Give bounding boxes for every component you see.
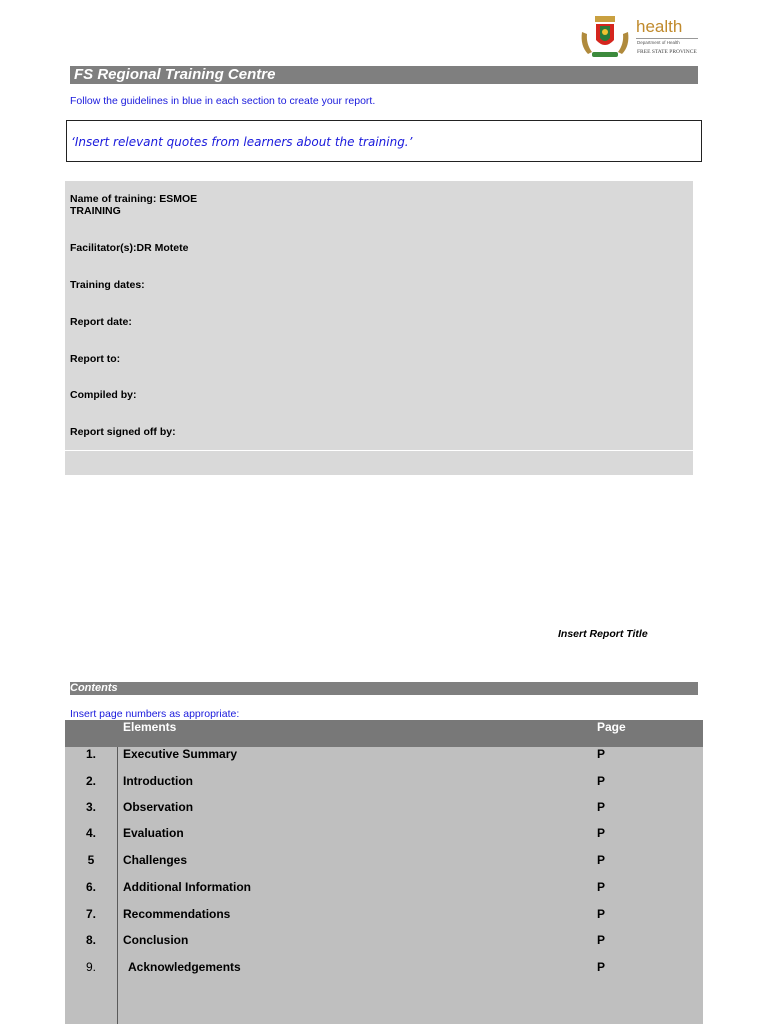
toc-row-number: 1. <box>85 747 96 761</box>
toc-row-element: Acknowledgements <box>128 960 241 974</box>
toc-row-element: Observation <box>123 800 194 814</box>
field-facilitators[interactable]: Facilitator(s):DR Motete <box>70 242 189 254</box>
toc-row[interactable] <box>65 960 703 976</box>
toc-row-page: P <box>597 880 606 894</box>
toc-row-page: P <box>597 907 606 921</box>
field-training-dates[interactable]: Training dates: <box>70 279 145 291</box>
toc-row[interactable] <box>65 826 703 842</box>
field-report-to[interactable]: Report to: <box>70 353 121 365</box>
toc-row-element: Additional Information <box>123 880 251 894</box>
report-title-placeholder[interactable]: Insert Report Title <box>558 628 648 640</box>
toc-row[interactable] <box>65 747 703 763</box>
contents-note: Insert page numbers as appropriate: <box>70 708 240 720</box>
toc-row-page: P <box>597 747 606 761</box>
toc-row-number: 2. <box>85 774 96 788</box>
toc-row-page: P <box>597 800 606 814</box>
toc-col-page: Page <box>597 720 626 734</box>
toc-row-number: 5 <box>87 853 95 867</box>
logo-divider <box>636 38 698 39</box>
toc-row-element: Recommendations <box>123 907 231 921</box>
guideline-text: Follow the guidelines in blue in each section to create your report. <box>70 95 376 107</box>
toc-row[interactable] <box>65 800 703 816</box>
field-compiled-by[interactable]: Compiled by: <box>70 389 137 401</box>
toc-row-page: P <box>597 853 606 867</box>
toc-row-number: 4. <box>85 826 96 840</box>
field-signed-off-by[interactable]: Report signed off by: <box>70 426 176 438</box>
quote-box[interactable] <box>66 120 702 162</box>
page-title: FS Regional Training Centre <box>74 66 276 83</box>
toc-row-element: Challenges <box>123 853 188 867</box>
toc-col-elements: Elements <box>123 720 177 734</box>
field-report-date[interactable]: Report date: <box>70 316 132 328</box>
toc-row-element: Conclusion <box>123 933 189 947</box>
field-training-name[interactable]: Name of training: ESMOE TRAINING <box>70 193 198 217</box>
toc-row[interactable] <box>65 853 703 869</box>
toc-row-page: P <box>597 960 606 974</box>
toc-row-page: P <box>597 826 606 840</box>
toc-header-row <box>65 720 703 747</box>
toc-row-page: P <box>597 774 606 788</box>
logo-wordmark: health <box>636 17 683 36</box>
report-info-footer <box>65 451 693 475</box>
page-title-bar <box>70 66 698 84</box>
toc-row-number: 7. <box>85 907 96 921</box>
toc-row-number: 8. <box>85 933 96 947</box>
toc-row[interactable] <box>65 933 703 949</box>
quote-text: ‘Insert relevant quotes from learners about the training.’ <box>71 135 413 149</box>
toc-row-element: Introduction <box>123 774 193 788</box>
toc-row[interactable] <box>65 774 703 790</box>
toc-row-element: Evaluation <box>123 826 184 840</box>
contents-header-bar <box>70 682 698 695</box>
toc-row-page: P <box>597 933 606 947</box>
contents-title: Contents <box>70 682 118 694</box>
toc-row-number: 9. <box>85 960 96 974</box>
toc-row-number: 6. <box>85 880 96 894</box>
logo-province: FREE STATE PROVINCE <box>637 49 697 55</box>
toc-row-element: Executive Summary <box>123 747 238 761</box>
logo-department: Department of Health <box>637 40 680 45</box>
toc-row[interactable] <box>65 880 703 896</box>
toc-row-number: 3. <box>85 800 96 814</box>
toc-row[interactable] <box>65 907 703 923</box>
